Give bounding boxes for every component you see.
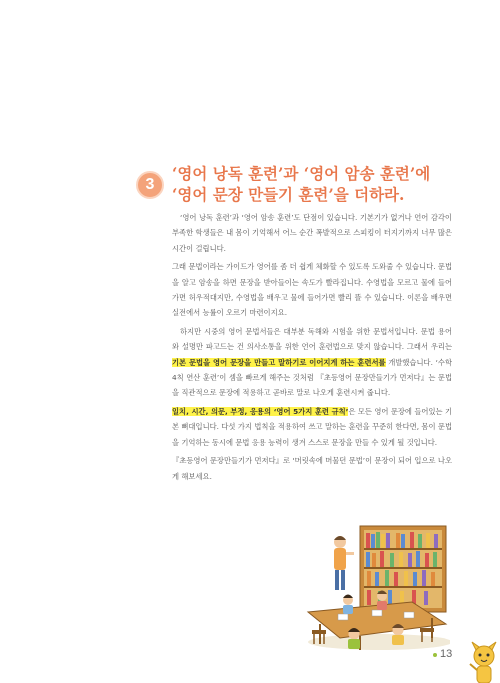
mascot-character xyxy=(468,640,500,683)
body-text xyxy=(172,210,452,488)
paragraph-4 xyxy=(172,404,452,450)
paragraph-3-text-b: 개발했습니다. ‘수학 4칙 연산 훈련’이 셈을 빠르게 해주는 것처럼 『초등영어 문장만들기가 먼저다』는 문법을 직관적으로 문장에 적용하고 곧바로 말로 나오게 훈련시켜 줍니다. xyxy=(172,357,452,398)
paragraph-3 xyxy=(172,324,452,400)
heading-line-2: ‘영어 문장 만들기 훈련’을 더하라. xyxy=(172,185,405,204)
page-number: 13 xyxy=(440,648,453,660)
paragraph-4-highlight: 일치, 시간, 의문, 부정, 응용의 ‘영어 5가지 훈련 규칙’ xyxy=(172,407,349,417)
section-heading xyxy=(172,163,472,205)
paragraph-4-text-b: 은 모든 영어 문장에 들어있는 기본 뼈대입니다. 다섯 가지 법칙을 적용하여 쓰고 말하는 훈련을 꾸준히 한다면, 몸이 문법을 기억하는 동시에 문법 응용 능력이 생겨 스스로 문장을 만들 수 있게 될 것입니다. xyxy=(172,407,452,447)
page-dot-icon xyxy=(433,653,437,657)
heading-line-1: ‘영어 낭독 훈련’과 ‘영어 암송 훈련’에 xyxy=(172,164,431,183)
paragraph-1: ‘영어 낭독 훈련’과 ‘영어 암송 훈련’도 단점이 있습니다. 기본기가 없거나 언어 감각이 부족한 학생들은 내 몸이 기억해서 어느 순간 폭발적으로 스피킹이 터지기까지 너무 많은 시간이 걸립니다. xyxy=(172,213,452,253)
paragraph-3-text-a: 하지만 시중의 영어 문법서들은 대부분 독해와 시험을 위한 문법서입니다. 문법 용어와 설명만 파고드는 건 의사소통을 위한 언어 훈련법으로 맞지 않습니다. 그래서 우리는 xyxy=(172,327,452,352)
paragraph-3-highlight: 기본 문법을 영어 문장을 만들고 말하기로 이어지게 하는 훈련서를 xyxy=(172,357,386,367)
section-number-badge: 3 xyxy=(136,171,164,199)
paragraph-5: 『초등영어 문장만들기가 먼저다』로 ‘머릿속에 머물던 문법’이 문장이 되어 입으로 나오게 해보세요. xyxy=(172,456,452,481)
library-study-illustration xyxy=(300,520,450,652)
paragraph-2: 그래 문법이라는 가이드가 영어를 좀 더 쉽게 체화할 수 있도록 도와줄 수 있습니다. 문법을 알고 암송을 하면 문장을 받아들이는 속도가 빨라집니다. 수영법을 모르고 물에 들어가면 허우적대지만, 수영법을 배우고 물에 들어가면 빨리 뜰 수 있습니다. 이론을 배우면 실전에서 능률이 오르기 마련이지요. xyxy=(172,262,452,318)
